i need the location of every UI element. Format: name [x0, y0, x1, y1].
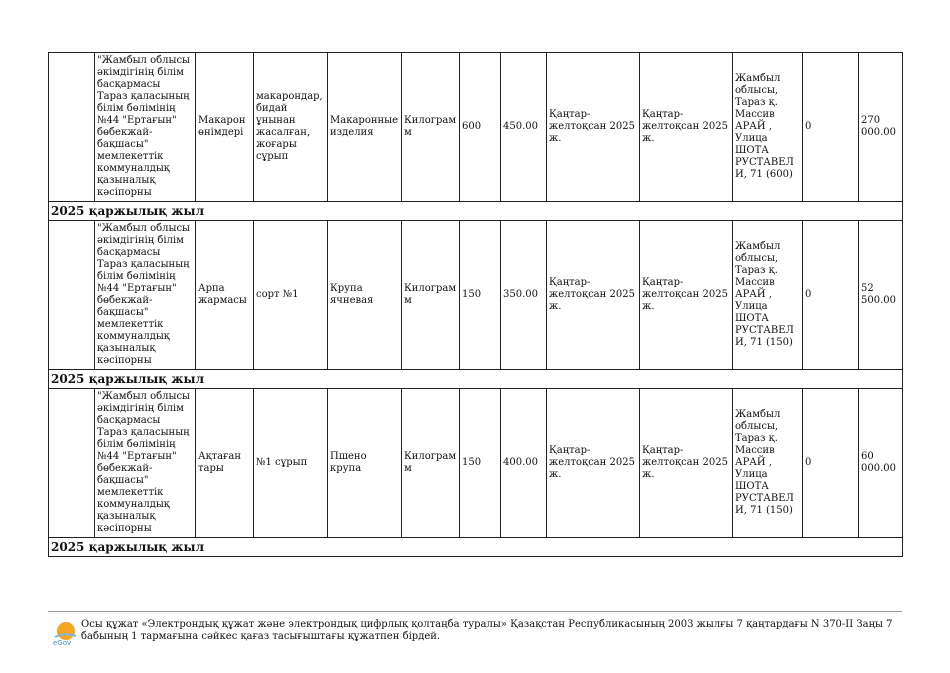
period-end-cell: Қаңтар-желтоқсан 2025 ж.: [640, 53, 733, 202]
delivery-address-cell: Жамбыл облысы, Тараз қ. Массив АРАЙ , Улица ШОТА РУСТАВЕЛИ, 71 (150): [733, 389, 803, 538]
year-row: [49, 538, 903, 557]
procurement-table: [48, 52, 903, 557]
unit-cell: Килограмм: [402, 221, 460, 370]
customer-cell: "Жамбыл облысы әкімдігінің білім басқармасы Тараз қаласының білім бөлімінің №44 "Ертағын" бөбекжай-бақшасы" мемлекеттік коммуналдық қазыналық кәсіпорны: [95, 389, 196, 538]
footer-legal-text: Осы құжат «Электрондық құжат және электрондық цифрлық қолтаңба туралы» Қазақстан Республикасының 2003 жылғы 7 қаңтардағы N 370-II Заңы 7 бабының 1 тармағына сәйкес қағаз тасығыштағы құжатпен бірдей.: [81, 619, 893, 642]
row-number-cell: [49, 53, 95, 202]
customer-cell: "Жамбыл облысы әкімдігінің білім басқармасы Тараз қаласының білім бөлімінің №44 "Ертағын" бөбекжай-бақшасы" мемлекеттік коммуналдық қазыналық кәсіпорны: [95, 221, 196, 370]
quantity-cell: 150: [460, 221, 501, 370]
sum-cell: 60 000.00: [859, 389, 903, 538]
item-name-kz-cell: Арпа жармасы: [196, 221, 254, 370]
quantity-cell: 150: [460, 389, 501, 538]
price-cell: 450.00: [501, 53, 547, 202]
sum-cell: 52 500.00: [859, 221, 903, 370]
unit-cell: Килограмм: [402, 389, 460, 538]
item-name-ru-cell: Крупа ячневая: [328, 221, 402, 370]
advance-cell: 0: [803, 53, 859, 202]
year-row: [49, 370, 903, 389]
egov-logo-icon: [52, 620, 78, 646]
delivery-address-cell: Жамбыл облысы, Тараз қ. Массив АРАЙ , Улица ШОТА РУСТАВЕЛИ, 71 (600): [733, 53, 803, 202]
price-cell: 350.00: [501, 221, 547, 370]
period-start-cell: Қаңтар-желтоқсан 2025 ж.: [547, 389, 640, 538]
customer-cell: "Жамбыл облысы әкімдігінің білім басқармасы Тараз қаласының білім бөлімінің №44 "Ертағын" бөбекжай-бақшасы" мемлекеттік коммуналдық қазыналық кәсіпорны: [95, 53, 196, 202]
table-row: [49, 53, 903, 202]
item-name-kz-cell: Ақтаған тары: [196, 389, 254, 538]
advance-cell: 0: [803, 221, 859, 370]
advance-cell: 0: [803, 389, 859, 538]
item-name-kz-cell: Макарон өнімдері: [196, 53, 254, 202]
sum-cell: 270 000.00: [859, 53, 903, 202]
year-row: [49, 202, 903, 221]
row-number-cell: [49, 221, 95, 370]
unit-cell: Килограмм: [402, 53, 460, 202]
year-label: 2025 қаржылық жыл: [49, 202, 903, 221]
price-cell: 400.00: [501, 389, 547, 538]
period-end-cell: Қаңтар-желтоқсан 2025 ж.: [640, 389, 733, 538]
period-end-cell: Қаңтар-желтоқсан 2025 ж.: [640, 221, 733, 370]
item-name-ru-cell: Пшено крупа: [328, 389, 402, 538]
document-footer: [48, 611, 902, 646]
period-start-cell: Қаңтар-желтоқсан 2025 ж.: [547, 221, 640, 370]
row-number-cell: [49, 389, 95, 538]
item-description-cell: сорт №1: [254, 221, 328, 370]
item-description-cell: макарондар, бидай ұнынан жасалған, жоғары сұрып: [254, 53, 328, 202]
quantity-cell: 600: [460, 53, 501, 202]
period-start-cell: Қаңтар-желтоқсан 2025 ж.: [547, 53, 640, 202]
egov-logo-text: eGov: [53, 639, 72, 646]
year-label: 2025 қаржылық жыл: [49, 538, 903, 557]
table-row: [49, 389, 903, 538]
item-description-cell: №1 сұрып: [254, 389, 328, 538]
year-label: 2025 қаржылық жыл: [49, 370, 903, 389]
item-name-ru-cell: Макаронные изделия: [328, 53, 402, 202]
delivery-address-cell: Жамбыл облысы, Тараз қ. Массив АРАЙ , Улица ШОТА РУСТАВЕЛИ, 71 (150): [733, 221, 803, 370]
table-row: [49, 221, 903, 370]
